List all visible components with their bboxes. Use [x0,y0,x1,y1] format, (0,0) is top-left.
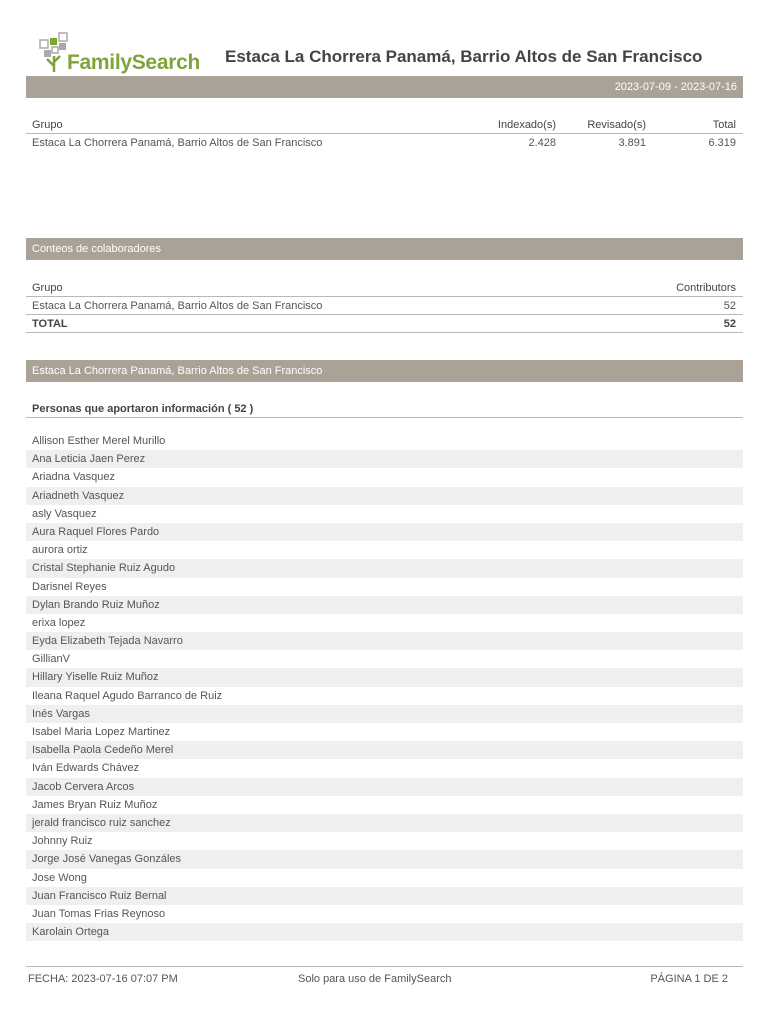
column-header-indexed: Indexado(s) [497,119,556,131]
list-item: Jorge José Vanegas Gonzáles [26,850,743,868]
cell-contributors: 52 [723,300,736,312]
column-header-group: Grupo [32,119,63,131]
list-item: Allison Esther Merel Murillo [32,435,166,447]
cell-group: Estaca La Chorrera Panamá, Barrio Altos de San Francisco [32,300,323,312]
people-list-header [26,400,743,418]
summary-table [26,116,743,152]
summary-table-header [26,116,743,134]
list-item: James Bryan Ruiz Muñoz [32,798,158,811]
list-item: Hillary Yiselle Ruiz Muñoz [26,668,743,686]
cell-indexed: 2.428 [528,137,556,149]
list-item: aurora ortiz [32,544,88,557]
list-item: asly Vasquez [32,507,97,520]
report-title: Estaca La Chorrera Panamá, Barrio Altos de San Francisco [225,47,703,66]
list-item: Karolain Ortega [26,923,743,941]
column-header-total: Total [712,119,736,131]
list-item: Inés Vargas [26,705,743,723]
footer-page: PÁGINA 1 DE 2 [650,973,728,985]
date-range: 2023-07-09 - 2023-07-16 [614,81,737,93]
list-item: Ileana Raquel Agudo Barranco de Ruiz [32,689,223,702]
list-item: Jacob Cervera Arcos [26,778,743,796]
list-item: Jose Wong [32,871,87,884]
list-item: Eyda Elizabeth Tejada Navarro [26,632,743,650]
report-header [26,28,743,76]
contributors-table [26,279,743,333]
list-item: erixa lopez [32,616,86,629]
list-item: Isabella Paola Cedeño Merel [26,741,743,759]
table-row [26,134,743,152]
list-item: Juan Francisco Ruiz Bernal [26,887,743,905]
list-item: Aura Raquel Flores Pardo [26,523,743,541]
people-subtitle: Personas que aportaron información ( 52 ) [32,403,254,415]
list-item: Ariadneth Vasquez [26,487,743,505]
footer-note: Solo para uso de FamilySearch [298,973,452,985]
column-header-group: Grupo [32,282,63,294]
list-item: Ana Leticia Jaen Perez [26,450,743,468]
cell-total: 6.319 [708,137,736,149]
list-item: Ariadna Vasquez [32,471,115,484]
list-item: Dylan Brando Ruiz Muñoz [26,596,743,614]
list-item: Iván Edwards Chávez [32,762,139,775]
date-range-bar [26,76,743,98]
contributors-table-header [26,279,743,297]
table-row [26,297,743,315]
people-subtitle-row [26,400,743,418]
list-item: Isabel Maria Lopez Martinez [32,726,171,738]
list-item: Darisnel Reyes [32,580,107,593]
total-value: 52 [723,318,736,330]
column-header-contributors: Contributors [676,282,736,294]
list-item: Johnny Ruiz [32,835,93,848]
list-item: GillianV [32,653,70,666]
people-section-bar [26,360,743,382]
contributors-section-title: Conteos de colaboradores [32,243,162,255]
cell-group: Estaca La Chorrera Panamá, Barrio Altos de San Francisco [32,137,323,149]
column-header-reviewed: Revisado(s) [587,119,646,131]
list-item: Cristal Stephanie Ruiz Agudo [26,559,743,577]
total-row [26,315,743,333]
footer-date: FECHA: 2023-07-16 07:07 PM [28,973,178,985]
cell-reviewed: 3.891 [618,137,646,149]
page-footer [26,966,743,991]
people-section-title: Estaca La Chorrera Panamá, Barrio Altos de San Francisco [32,365,323,377]
list-item: jerald francisco ruiz sanchez [26,814,743,832]
total-label: TOTAL [32,318,68,330]
logo-text: FamilySearch [67,51,200,74]
list-item: Juan Tomas Frias Reynoso [32,907,166,920]
contributors-section-bar [26,238,743,260]
people-list [26,432,743,941]
familysearch-logo[interactable] [38,32,208,76]
